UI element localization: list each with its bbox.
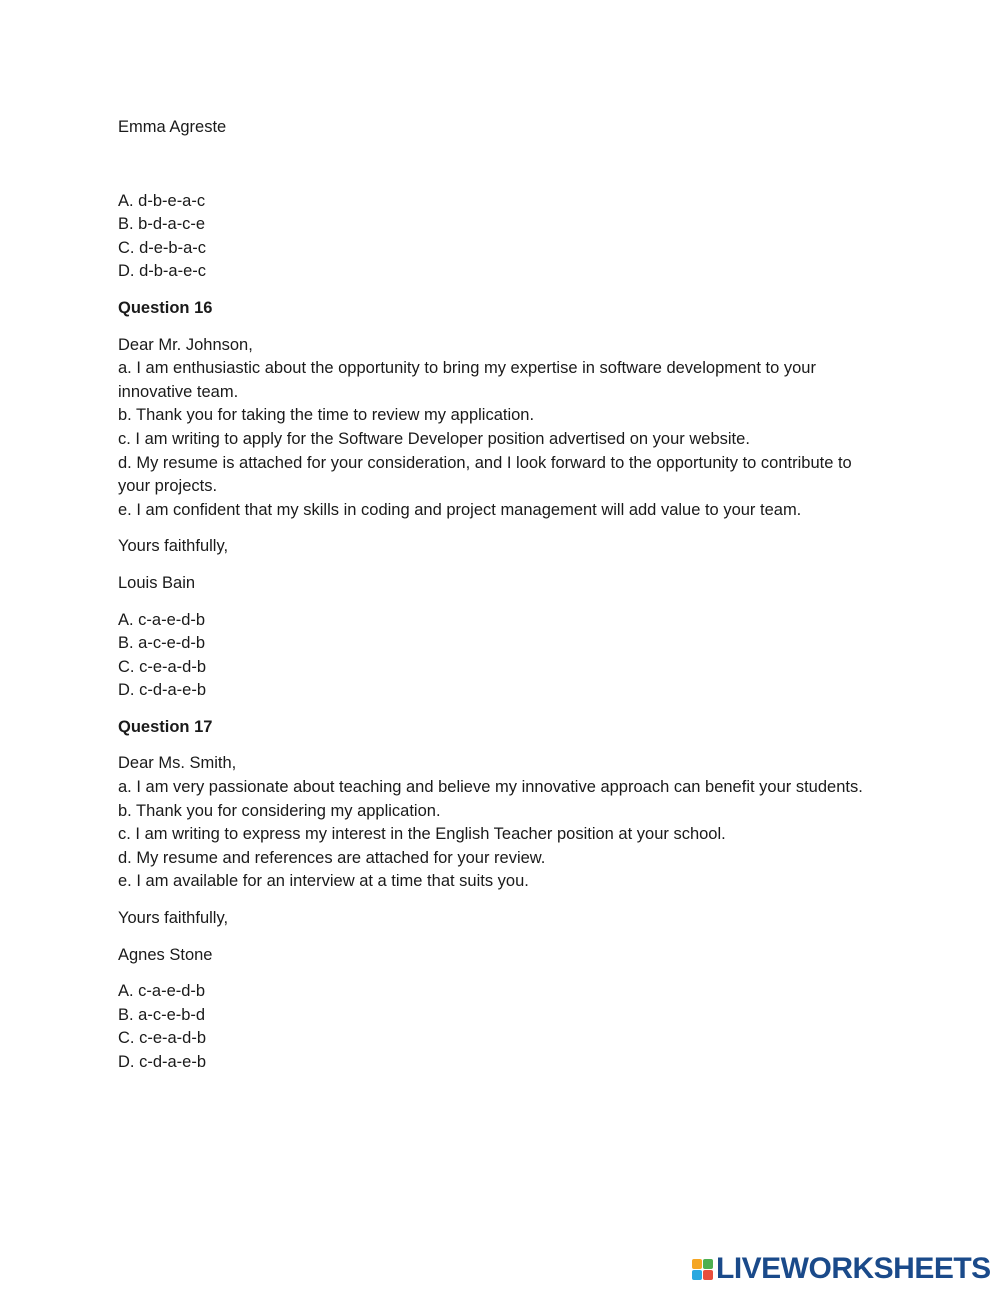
option-b[interactable]: B. a-c-e-b-d bbox=[118, 1005, 206, 1024]
option-a[interactable]: A. d-b-e-a-c bbox=[118, 191, 206, 210]
signature: Louis Bain bbox=[118, 573, 196, 592]
sentence-a: a. I am enthusiastic about the opportunity to bring my expertise in software development to your innovative team. bbox=[118, 359, 816, 401]
worksheet-page bbox=[118, 116, 888, 1075]
liveworksheets-logo[interactable] bbox=[692, 1254, 991, 1284]
option-b[interactable]: B. b-d-a-c-e bbox=[118, 215, 206, 234]
option-d[interactable]: D. c-d-a-e-b bbox=[118, 1053, 207, 1071]
sentence-d: d. My resume and references are attached for your review. bbox=[118, 848, 546, 867]
closing: Yours faithfully, bbox=[118, 909, 229, 928]
logo-text: LIVEWORKSHEETS bbox=[716, 1252, 991, 1285]
sentence-a: a. I am very passionate about teaching and believe my innovative approach can benefit your students. bbox=[118, 778, 863, 797]
option-c[interactable]: C. c-e-a-d-b bbox=[118, 657, 207, 676]
sentence-b: b. Thank you for considering my application. bbox=[118, 801, 441, 820]
question-16-options bbox=[118, 609, 888, 703]
salutation: Dear Ms. Smith, bbox=[118, 754, 237, 773]
sentence-c: c. I am writing to express my interest in the English Teacher position at your school. bbox=[118, 825, 726, 844]
intro-options bbox=[118, 190, 888, 284]
logo-square-3 bbox=[692, 1270, 702, 1280]
option-b[interactable]: B. a-c-e-d-b bbox=[118, 634, 206, 653]
logo-square-4 bbox=[703, 1270, 713, 1280]
sentence-b: b. Thank you for taking the time to review my application. bbox=[118, 406, 535, 425]
question-17-options bbox=[118, 980, 888, 1074]
question-17-letter bbox=[118, 752, 888, 894]
sentence-e: e. I am confident that my skills in coding and project management will add value to your team. bbox=[118, 500, 802, 519]
option-a[interactable]: A. c-a-e-d-b bbox=[118, 982, 206, 1001]
logo-square-2 bbox=[703, 1259, 713, 1269]
option-c[interactable]: C. c-e-a-d-b bbox=[118, 1029, 207, 1048]
option-a[interactable]: A. c-a-e-d-b bbox=[118, 610, 206, 629]
logo-square-1 bbox=[692, 1259, 702, 1269]
question-16-title: Question 16 bbox=[118, 298, 213, 317]
sentence-d: d. My resume is attached for your consideration, and I look forward to the opportunity to contribute to your projects. bbox=[118, 453, 852, 496]
liveworksheets-logo-icon bbox=[692, 1259, 713, 1280]
option-c[interactable]: C. d-e-b-a-c bbox=[118, 238, 207, 257]
closing: Yours faithfully, bbox=[118, 537, 229, 556]
question-17-title: Question 17 bbox=[118, 717, 213, 736]
sentence-e: e. I am available for an interview at a time that suits you. bbox=[118, 872, 529, 891]
salutation: Dear Mr. Johnson, bbox=[118, 335, 253, 354]
option-d[interactable]: D. c-d-a-e-b bbox=[118, 681, 207, 700]
intro-signature: Emma Agreste bbox=[118, 118, 227, 136]
question-16-letter bbox=[118, 334, 888, 523]
option-d[interactable]: D. d-b-a-e-c bbox=[118, 262, 207, 281]
signature: Agnes Stone bbox=[118, 945, 213, 964]
sentence-c: c. I am writing to apply for the Software Developer position advertised on your website. bbox=[118, 429, 750, 448]
